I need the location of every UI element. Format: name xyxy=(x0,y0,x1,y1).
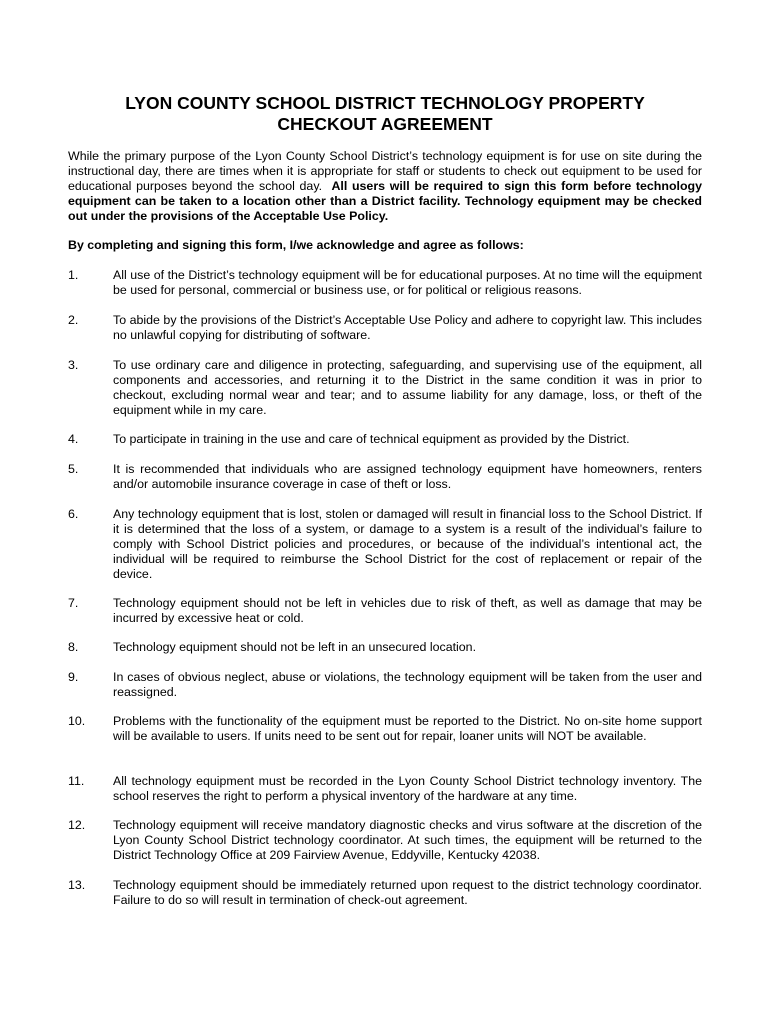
item-number: 9. xyxy=(68,670,79,684)
item-number: 8. xyxy=(68,640,79,654)
list-item xyxy=(68,358,702,418)
item-number: 10. xyxy=(68,714,86,728)
item-number: 4. xyxy=(68,432,79,446)
item-text: To use ordinary care and diligence in protecting, safeguarding, and supervising use of the equipment, all components and accessories, and returning it to the District in the same condition it was in prior to checkout, excluding normal wear and tear; and to assume liability for any damage, loss, or theft of the equipment while in my care. xyxy=(113,358,702,417)
list-item xyxy=(68,640,702,655)
intro-text: While the primary purpose of the Lyon County School District’s technology equipment is for use on site during the instructional day, there are times when it is appropriate for staff or students to check out equipment to be used for educational purposes beyond the school day. xyxy=(68,149,702,193)
list-item xyxy=(68,313,702,343)
acknowledge-statement: By completing and signing this form, I/we acknowledge and agree as follows: xyxy=(68,238,524,252)
item-text: To participate in training in the use and care of technical equipment as provided by the District. xyxy=(113,432,630,446)
item-text: All use of the District’s technology equipment will be for educational purposes. At no time will the equipment be used for personal, commercial or business use, or for political or religious reasons. xyxy=(113,268,702,297)
list-item xyxy=(68,714,702,744)
item-text: Technology equipment should not be left in vehicles due to risk of theft, as well as damage that may be incurred by excessive heat or cold. xyxy=(113,596,702,625)
item-number: 2. xyxy=(68,313,79,327)
list-item xyxy=(68,596,702,626)
list-item xyxy=(68,878,702,908)
title-line-2: CHECKOUT AGREEMENT xyxy=(277,114,493,134)
list-item xyxy=(68,268,702,298)
document-title xyxy=(60,93,710,135)
list-item xyxy=(68,462,702,492)
item-number: 12. xyxy=(68,818,86,832)
item-text: To abide by the provisions of the District’s Acceptable Use Policy and adhere to copyright law. This includes no unlawful copying for distributing of software. xyxy=(113,313,702,342)
intro-paragraph xyxy=(68,149,702,224)
item-number: 3. xyxy=(68,358,79,372)
item-number: 5. xyxy=(68,462,79,476)
list-item xyxy=(68,818,702,863)
item-text: Any technology equipment that is lost, stolen or damaged will result in financial loss to the School District. If it is determined that the loss of a system, or damage to a system is a result of the individual’s failure to comply with School District policies and procedures, or because of the individual’s intentional act, the individual will be required to reimburse the School District for the cost of replacement or repair of the device. xyxy=(113,507,702,581)
list-item xyxy=(68,507,702,582)
title-line-1: LYON COUNTY SCHOOL DISTRICT TECHNOLOGY PROPERTY xyxy=(125,93,645,113)
item-text: In cases of obvious neglect, abuse or violations, the technology equipment will be taken from the user and reassigned. xyxy=(113,670,702,699)
item-text: Technology equipment will receive mandatory diagnostic checks and virus software at the discretion of the Lyon County School District technology coordinator. At such times, the equipment will be returned to the District Technology Office at 209 Fairview Avenue, Eddyville, Kentucky 42038. xyxy=(113,818,702,862)
list-item xyxy=(68,774,702,804)
item-text: It is recommended that individuals who are assigned technology equipment have homeowners, renters and/or automobile insurance coverage in case of theft or loss. xyxy=(113,462,702,491)
list-item xyxy=(68,432,702,447)
intro-bold-text: All users will be required to sign this form before technology equipment can be taken to a location other than a District facility. Technology equipment may be checked out under the provisions of the Acceptable Use Policy. xyxy=(68,179,702,223)
item-number: 13. xyxy=(68,878,86,892)
item-number: 1. xyxy=(68,268,79,282)
list-item xyxy=(68,670,702,700)
item-text: All technology equipment must be recorded in the Lyon County School District technology inventory. The school reserves the right to perform a physical inventory of the hardware at any time. xyxy=(113,774,702,803)
item-number: 11. xyxy=(68,774,85,788)
item-number: 7. xyxy=(68,596,79,610)
item-text: Technology equipment should not be left in an unsecured location. xyxy=(113,640,477,654)
item-text: Technology equipment should be immediately returned upon request to the district technology coordinator. Failure to do so will result in termination of check-out agreement. xyxy=(113,878,702,907)
item-text: Problems with the functionality of the equipment must be reported to the District. No on-site home support will be available to users. If units need to be sent out for repair, loaner units will NOT be available. xyxy=(113,714,702,743)
item-number: 6. xyxy=(68,507,79,521)
